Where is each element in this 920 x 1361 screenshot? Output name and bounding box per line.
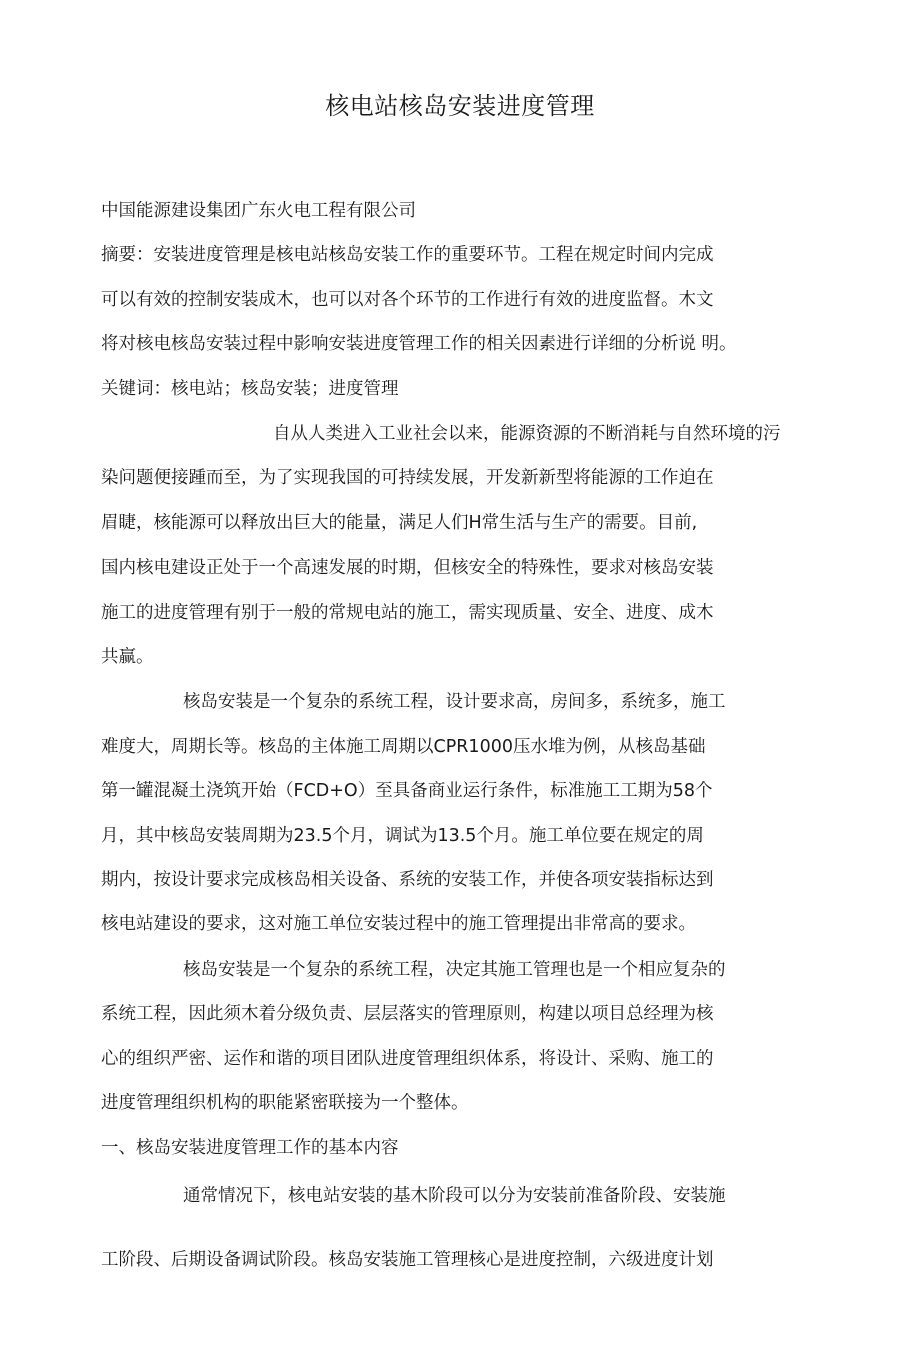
paragraph-line: 难度大，周期长等。核岛的主体施工周期以CPR1000压水堆为例，从核岛基础	[101, 737, 706, 757]
paragraph-line: 国内核电建设正处于一个高速发展的时期，但核安全的特殊性，要求对核岛安装	[101, 558, 714, 578]
paragraph-line: 期内，按设计要求完成核岛相关设备、系统的安装工作，并使各项安装指标达到	[101, 870, 714, 890]
abstract-line: 可以有效的控制安装成木，也可以对各个环节的工作进行有效的进度监督。木文	[101, 290, 714, 310]
paragraph-line: 心的组织严密、运作和谐的项目团队进度管理组织体系，将设计、采购、施工的	[101, 1049, 714, 1069]
paragraph-line: 月，其中核岛安装周期为23.5个月，调试为13.5个月。施工单位要在规定的周	[101, 826, 704, 846]
paragraph-line: 共赢。	[101, 647, 154, 667]
paragraph-line: 进度管理组织机构的职能紧密联接为一个整体。	[101, 1093, 469, 1113]
abstract-line: 摘要：安装进度管理是核电站核岛安装工作的重要环节。工程在规定时间内完成	[101, 245, 714, 265]
abstract-line: 将对核电核岛安装过程中影响安装进度管理工作的相关因素进行详细的分析说 明。	[101, 334, 737, 354]
document-title: 核电站核岛安装进度管理	[325, 92, 595, 120]
paragraph-line: 工阶段、后期设备调试阶段。核岛安装施工管理核心是进度控制，六级进度计划	[101, 1250, 714, 1270]
paragraph-line: 核岛安装是一个复杂的系统工程，决定其施工管理也是一个相应复杂的	[183, 960, 726, 980]
paragraph-line: 第一罐混凝土浇筑开始（FCD+O）至具备商业运行条件，标准施工工期为58个	[101, 781, 713, 801]
keywords: 关键词：核电站；核岛安装；进度管理	[101, 379, 399, 399]
paragraph-line: 施工的进度管理有别于一般的常规电站的施工，需实现质量、安全、进度、成木	[101, 603, 714, 623]
paragraph-line: 系统工程，因此须木着分级负责、层层落实的管理原则，构建以项目总经理为核	[101, 1004, 714, 1024]
affiliation: 中国能源建设集团广东火电工程有限公司	[101, 201, 416, 221]
paragraph-line: 眉睫，核能源可以释放出巨大的能量，满足人们H常生活与生产的需要。目前,	[101, 513, 698, 533]
paragraph-line: 核电站建设的要求，这对施工单位安装过程中的施工管理提出非常高的要求。	[101, 914, 696, 934]
paragraph-line: 核岛安装是一个复杂的系统工程，设计要求高，房间多，系统多，施工	[183, 692, 726, 712]
paragraph-line: 自从人类进入工业社会以来，能源资源的不断消耗与自然环境的污	[273, 424, 781, 444]
section-heading: 一、核岛安装进度管理工作的基本内容	[101, 1138, 399, 1158]
paragraph-line: 通常情况下，核电站安装的基木阶段可以分为安装前准备阶段、安装施	[183, 1186, 726, 1206]
paragraph-line: 染问题便接踵而至，为了实现我国的可持续发展，开发新新型将能源的工作迫在	[101, 468, 714, 488]
